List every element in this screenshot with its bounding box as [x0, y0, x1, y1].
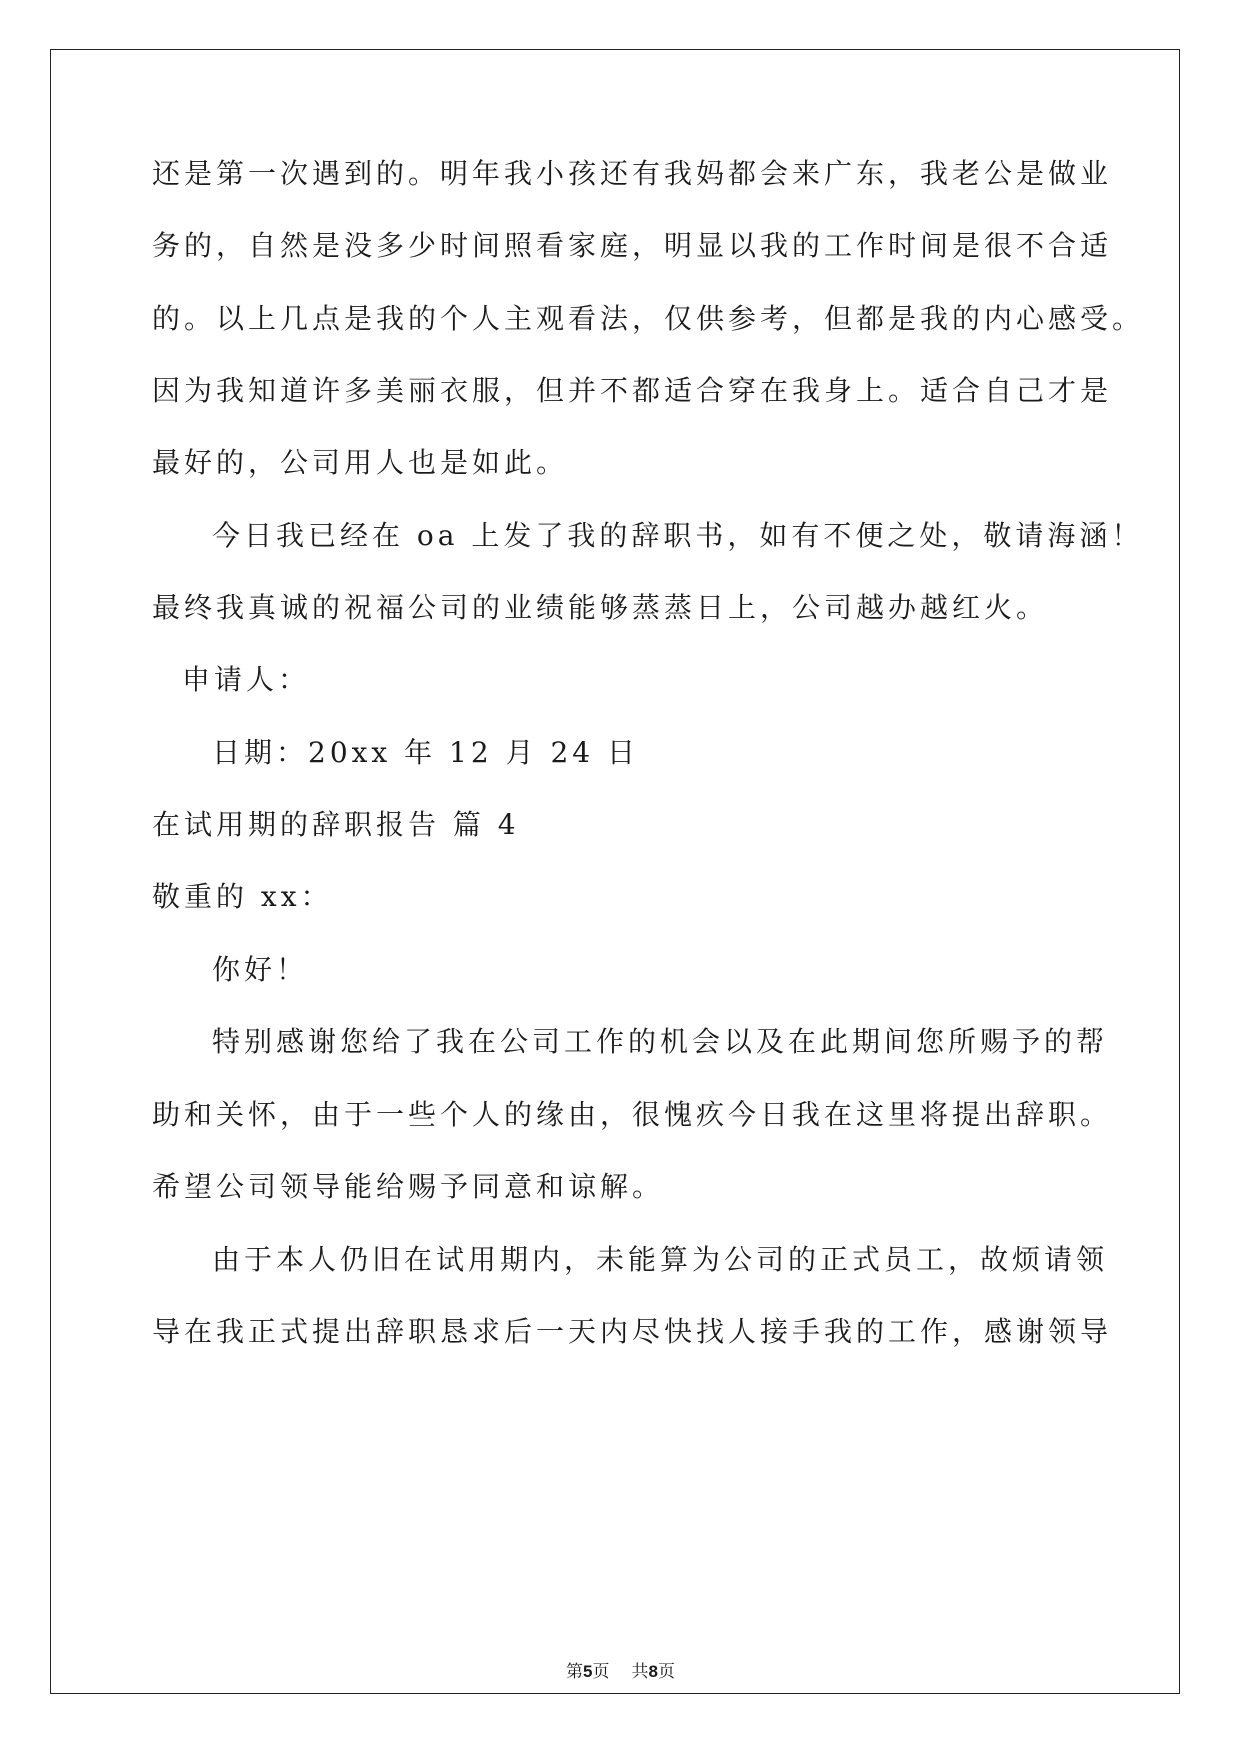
page-prefix: 第 — [566, 1662, 584, 1682]
greeting: 你好！ — [212, 953, 309, 986]
text-line: 最好的，公司用人也是如此。 — [152, 446, 569, 479]
date-line: 日期：20xx 年 12 月 24 日 — [212, 736, 639, 769]
page-total: 8 — [648, 1662, 658, 1681]
text-line: 特别感谢您给了我在公司工作的机会以及在此期间您所赐予的帮 — [212, 1025, 1109, 1058]
text-line: 导在我正式提出辞职恳求后一天内尽快找人接手我的工作，感谢领导 — [152, 1315, 1113, 1348]
text-line: 还是第一次遇到的。明年我小孩还有我妈都会来广东，我老公是做业 — [152, 157, 1113, 190]
text-line: 的。以上几点是我的个人主观看法，仅供参考，但都是我的内心感受。 — [152, 302, 1145, 335]
text-line: 最终我真诚的祝福公司的业绩能够蒸蒸日上，公司越办越红火。 — [152, 591, 1049, 624]
page-suffix: 页 — [592, 1662, 610, 1682]
text-line: 由于本人仍旧在试用期内，未能算为公司的正式员工，故烦请领 — [212, 1243, 1109, 1276]
text-line: 希望公司领导能给赐予同意和谅解。 — [152, 1170, 665, 1203]
salutation: 敬重的 xx： — [152, 880, 333, 913]
text-line: 因为我知道许多美丽衣服，但并不都适合穿在我身上。适合自己才是 — [152, 374, 1113, 407]
total-prefix: 共 — [631, 1662, 649, 1682]
text-line: 今日我已经在 oa 上发了我的辞职书，如有不便之处，敬请海涵！ — [212, 519, 1144, 552]
page-current: 5 — [583, 1662, 593, 1681]
section-heading: 在试用期的辞职报告 篇 4 — [152, 808, 520, 841]
applicant-label: 申请人： — [182, 663, 311, 696]
total-suffix: 页 — [657, 1662, 675, 1682]
text-line: 务的，自然是没多少时间照看家庭，明显以我的工作时间是很不合适 — [152, 229, 1113, 262]
page-frame — [50, 49, 1180, 1694]
page-footer — [0, 1657, 1241, 1682]
text-line: 助和关怀，由于一些个人的缘由，很愧疚今日我在这里将提出辞职。 — [152, 1098, 1113, 1131]
